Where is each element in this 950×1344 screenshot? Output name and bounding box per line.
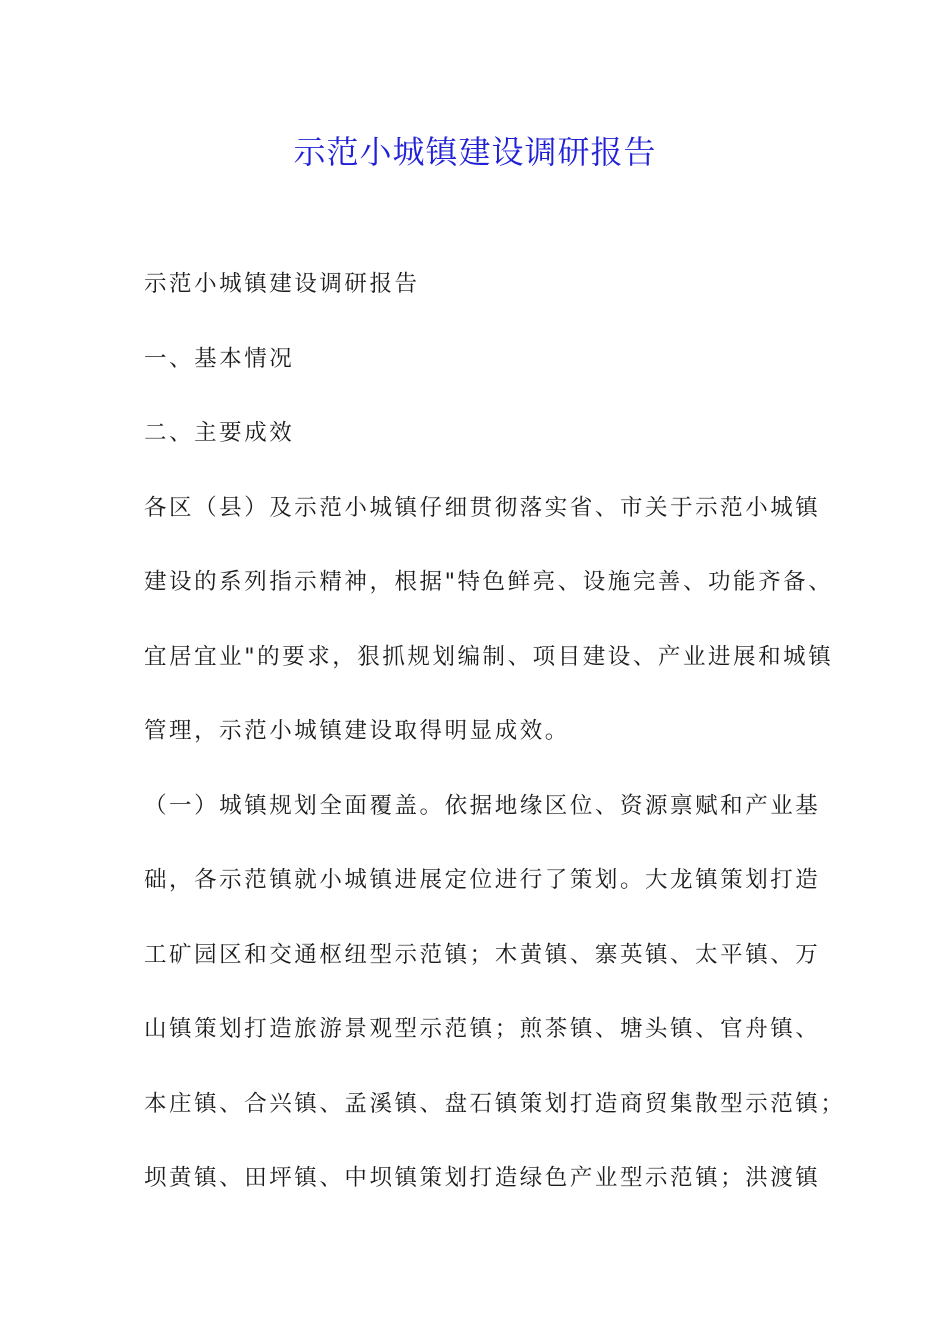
body-line: 二、主要成效	[144, 420, 295, 446]
body-line: 各区（县）及示范小城镇仔细贯彻落实省、市关于示范小城镇	[144, 494, 821, 521]
body-line: 建设的系列指示精神，根据"特色鲜亮、设施完善、功能齐备、	[144, 569, 834, 595]
body-line: 工矿园区和交通枢纽型示范镇；木黄镇、寨英镇、太平镇、万	[144, 941, 821, 968]
document-title: 示范小城镇建设调研报告	[293, 133, 657, 171]
body-line: 宜居宜业"的要求，狠抓规划编制、项目建设、产业进展和城镇	[144, 643, 834, 670]
body-line: 本庄镇、合兴镇、孟溪镇、盘石镇策划打造商贸集散型示范镇；	[144, 1090, 846, 1117]
body-line: （一）城镇规划全面覆盖。依据地缘区位、资源禀赋和产业基	[144, 792, 821, 819]
body-line: 示范小城镇建设调研报告	[144, 271, 420, 297]
document-body	[144, 262, 846, 1231]
body-line: 坝黄镇、田坪镇、中坝镇策划打造绿色产业型示范镇；洪渡镇	[144, 1165, 821, 1191]
body-line: 础，各示范镇就小城镇进展定位进行了策划。大龙镇策划打造	[144, 867, 821, 893]
body-line: 山镇策划打造旅游景观型示范镇；煎茶镇、塘头镇、官舟镇、	[144, 1016, 821, 1042]
body-line: 管理，示范小城镇建设取得明显成效。	[144, 718, 570, 744]
body-line: 一、基本情况	[144, 345, 295, 372]
